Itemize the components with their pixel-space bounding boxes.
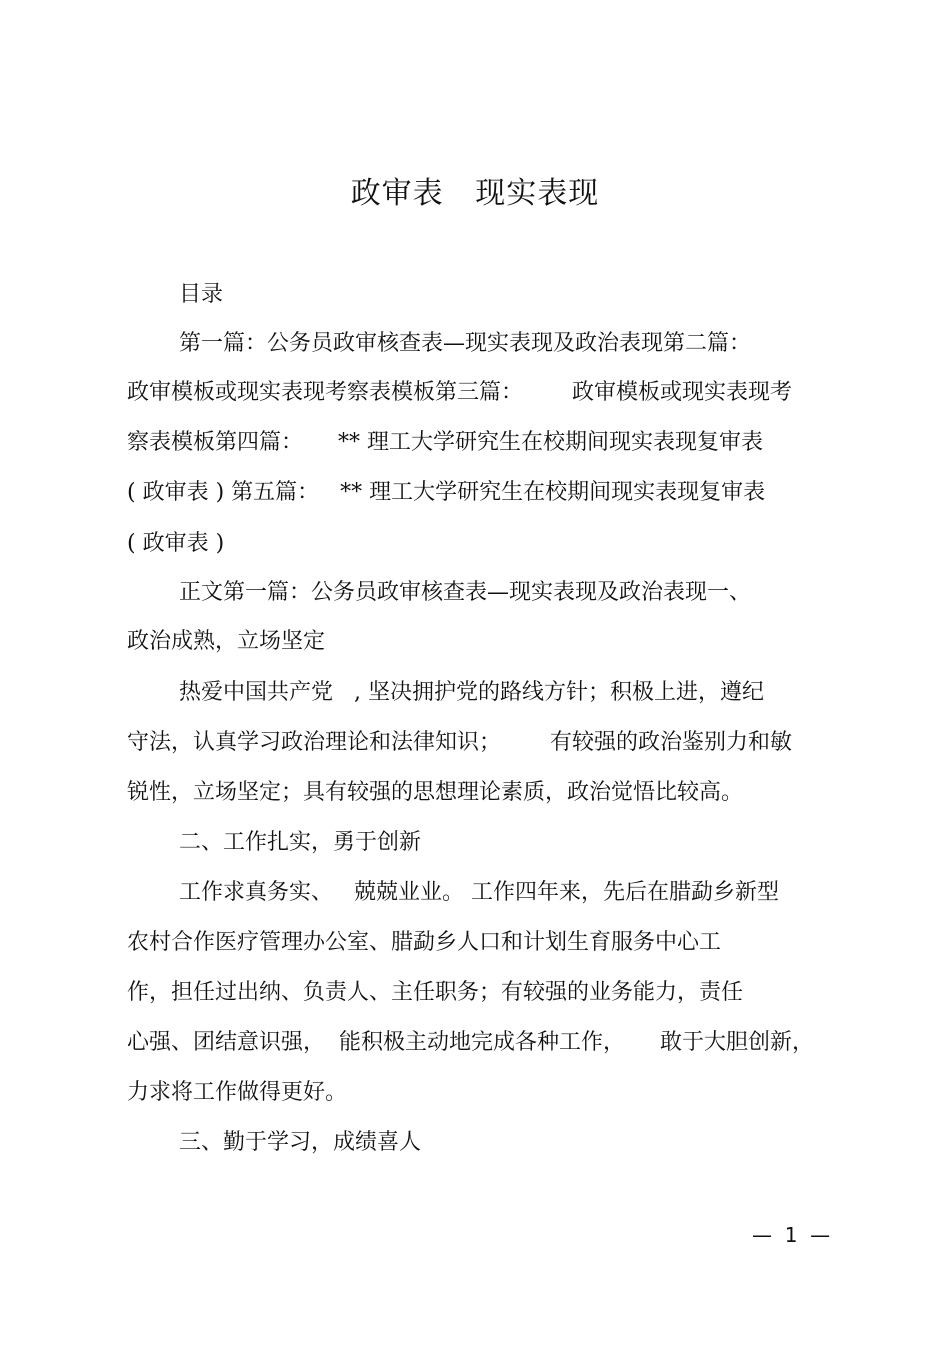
paragraph-line: 守法，认真学习政治理论和法律知识； 有较强的政治鉴别力和敏 xyxy=(127,730,792,755)
section-heading: 政治成熟，立场坚定 xyxy=(127,629,326,654)
paragraph-line: 工作求真务实、 兢兢业业。 工作四年来，先后在腊勐乡新型 xyxy=(179,880,779,905)
paragraph-line: 锐性，立场坚定；具有较强的思想理论素质，政治觉悟比较高。 xyxy=(127,780,744,805)
page-number: — 1 — xyxy=(752,1223,831,1247)
paragraph-line: 热爱中国共产党 , 坚决拥护党的路线方针；积极上进，遵纪 xyxy=(179,680,764,705)
section-heading: 三、勤于学习，成绩喜人 xyxy=(179,1130,422,1155)
toc-line: 政审模板或现实表现考察表模板第三篇： 政审模板或现实表现考 xyxy=(127,380,792,405)
section-heading: 二、工作扎实，勇于创新 xyxy=(179,830,422,855)
toc-heading: 目录 xyxy=(179,282,224,307)
paragraph-line: 作，担任过出纳、负责人、主任职务；有较强的业务能力，责任 xyxy=(127,980,744,1005)
body-heading: 正文第一篇：公务员政审核查表—现实表现及政治表现一、 xyxy=(179,580,752,605)
toc-line: 察表模板第四篇： ** 理工大学研究生在校期间现实表现复审表 xyxy=(127,430,763,455)
paragraph-line: 农村合作医疗管理办公室、腊勐乡人口和计划生育服务中心工 xyxy=(127,930,722,955)
paragraph-line: 心强、团结意识强， 能积极主动地完成各种工作， 敢于大胆创新， xyxy=(127,1030,814,1055)
toc-line: ( 政审表 ) 第五篇： ** 理工大学研究生在校期间现实表现复审表 xyxy=(127,480,766,505)
toc-line: ( 政审表 ) xyxy=(127,531,225,556)
paragraph-line: 力求将工作做得更好。 xyxy=(127,1080,348,1105)
document-title: 政审表 现实表现 xyxy=(350,176,600,211)
toc-line: 第一篇：公务员政审核查表—现实表现及政治表现第二篇： xyxy=(179,331,752,356)
